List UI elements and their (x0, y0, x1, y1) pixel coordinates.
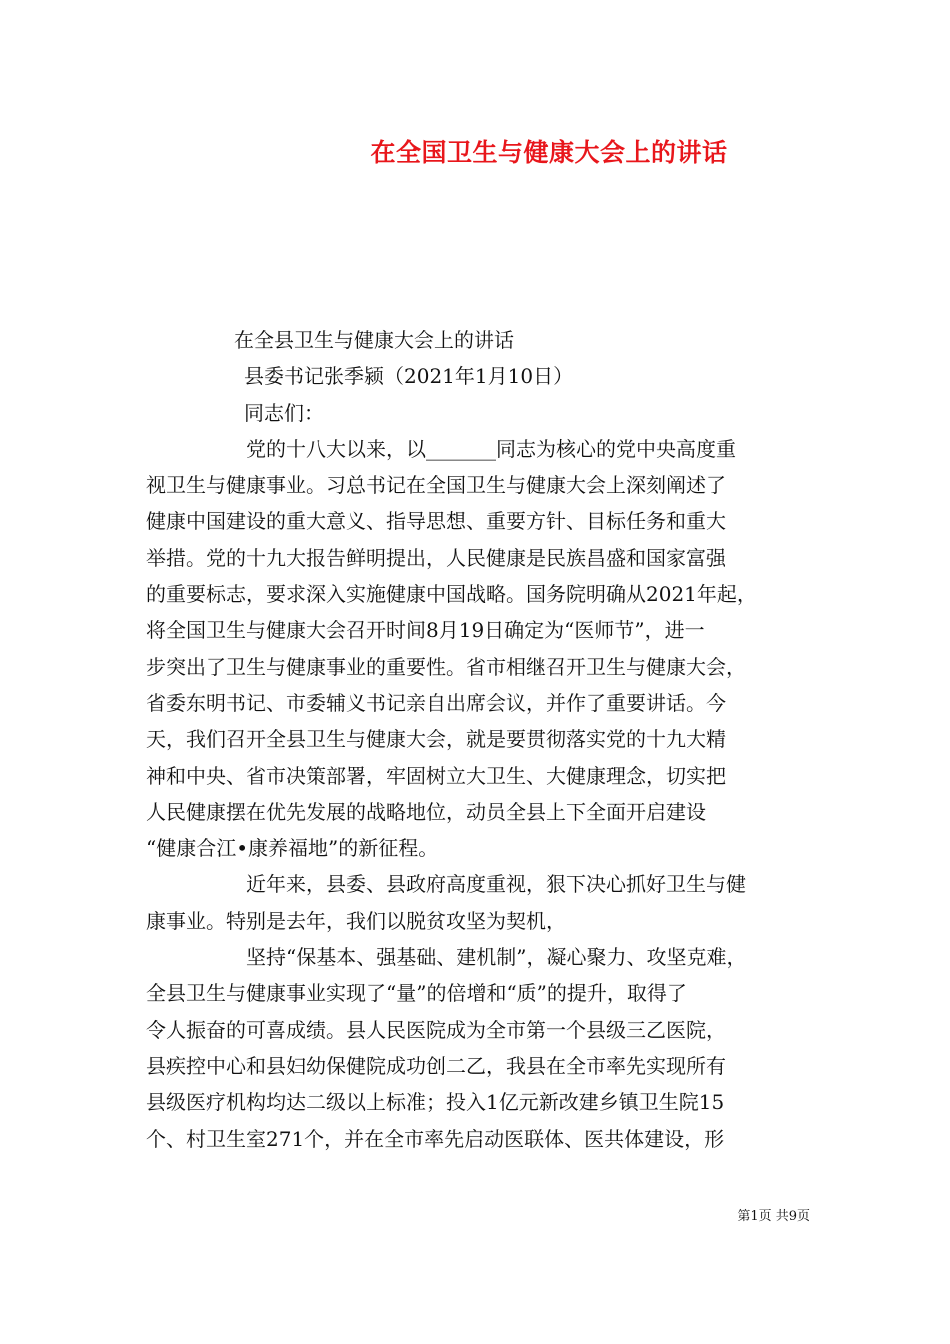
text-line: 康事业。特别是去年，我们以脱贫攻坚为契机， (146, 908, 566, 933)
text-line: 在全县卫生与健康大会上的讲话 (234, 328, 514, 352)
text-line: 县级医疗机构均达二级以上标准；投入1亿元新改建乡镇卫生院15 (146, 1090, 725, 1115)
text-line: 党的十八大以来，以_______同志为核心的党中央高度重 (246, 436, 736, 461)
text-line: “健康合江•康养福地”的新征程。 (146, 836, 439, 861)
text-line: 县委书记张季颍（2021年1月10日） (244, 364, 574, 389)
text-line: 视卫生与健康事业。习总书记在全国卫生与健康大会上深刻阐述了 (146, 473, 726, 498)
text-line: 全县卫生与健康事业实现了“量”的倍增和“质”的提升，取得了 (146, 981, 687, 1006)
document-title: 在全国卫生与健康大会上的讲话 (370, 138, 728, 167)
document-body (146, 322, 810, 1157)
text-line: 人民健康摆在优先发展的战略地位，动员全县上下全面开启建设 (146, 799, 706, 824)
text-line: 将全国卫生与健康大会召开时间8月19日确定为“医师节”，进一 (146, 618, 705, 643)
text-line: 的重要标志，要求深入实施健康中国战略。国务院明确从2021年起， (146, 582, 757, 607)
text-line: 神和中央、省市决策部署，牢固树立大卫生、大健康理念，切实把 (146, 763, 726, 788)
text-line: 县疾控中心和县妇幼保健院成功创二乙，我县在全市率先实现所有 (146, 1053, 726, 1078)
text-line: 健康中国建设的重大意义、指导思想、重要方针、目标任务和重大 (146, 509, 726, 534)
text-line: 举措。党的十九大报告鲜明提出，人民健康是民族昌盛和国家富强 (146, 545, 726, 570)
text-line: 天，我们召开全县卫生与健康大会，就是要贯彻落实党的十九大精 (146, 727, 726, 752)
text-line: 令人振奋的可喜成绩。县人民医院成为全市第一个县级三乙医院， (146, 1017, 726, 1042)
text-line: 个、村卫生室271个，并在全市率先启动医联体、医共体建设，形 (146, 1126, 725, 1151)
text-line: 步突出了卫生与健康事业的重要性。省市相继召开卫生与健康大会， (146, 654, 746, 679)
text-line: 省委东明书记、市委辅义书记亲自出席会议，并作了重要讲话。今 (146, 690, 726, 715)
text-line: 坚持“保基本、强基础、建机制”，凝心聚力、攻坚克难， (246, 945, 747, 970)
text-line: 同志们： (244, 400, 324, 425)
page-number-footer: 第1页 共9页 (737, 1209, 810, 1224)
text-line: 近年来，县委、县政府高度重视，狠下决心抓好卫生与健 (246, 872, 746, 897)
